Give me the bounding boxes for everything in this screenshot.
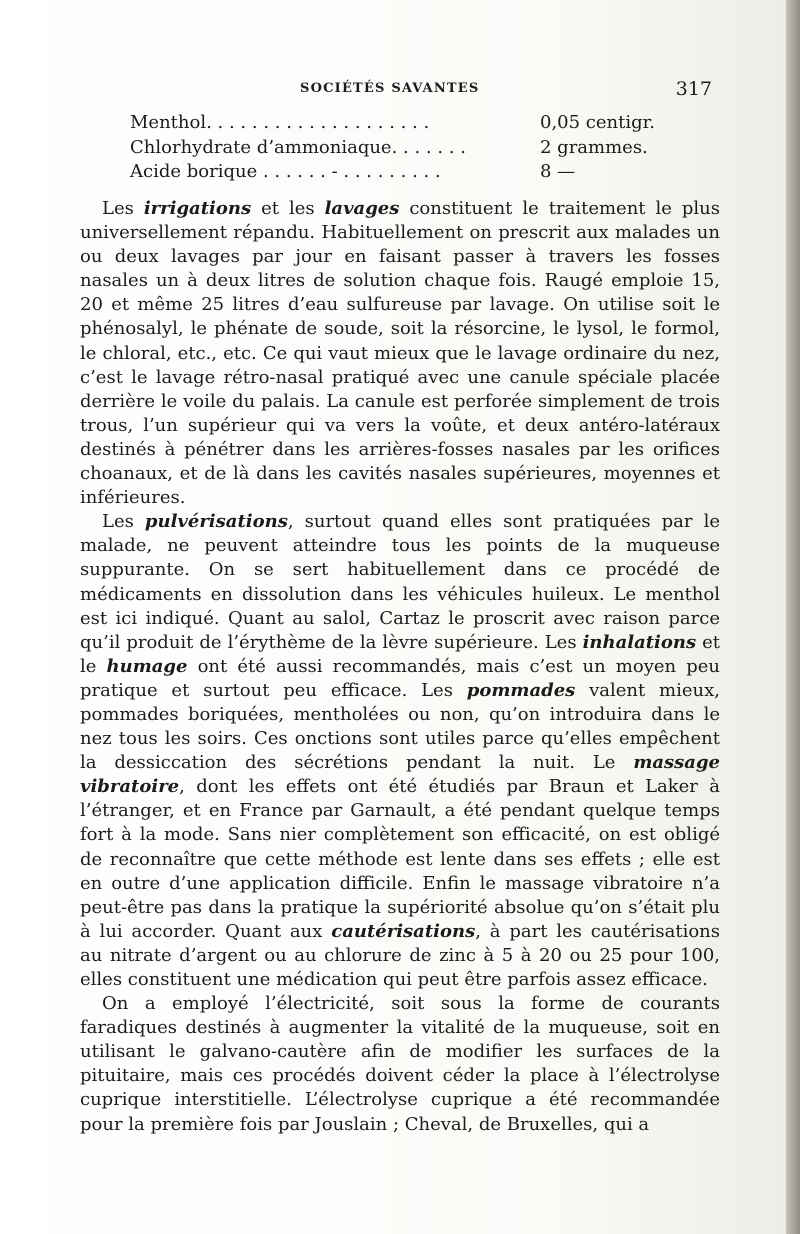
text-run: constituent le traitement le plus universellement répandu. Habituellement on prescrit aux malades un ou deux lavages par jour en faisant passer à travers les fosses nasales un à deux litres de solution chaque fois. Raugé emploie 15, 20 et même 25 litres d’eau sulfureuse par lavage. On utilise soit le phénosalyl, le phénate de soude, soit la résorcine, le lysol, le formol, le chloral, etc., etc. Ce qui vaut mieux que le lavage ordinaire du nez, c’est le lavage rétro-nasal pratiqué avec une canule spéciale placée derrière le voile du palais. La canule est perforée simplement de trois trous, l’un supérieur qui va vers la voûte, et deux antéro-latéraux destinés à pénétrer dans les arrières-fosses nasales par les orifices choanaux, et de là dans les cavités nasales supérieures, moyennes et inférieures. — [80, 198, 720, 509]
italic-term: inhalations — [582, 631, 697, 653]
text-run: Les — [102, 198, 144, 219]
formula-row — [130, 112, 670, 137]
italic-term: irrigations — [143, 198, 252, 219]
body-text — [80, 197, 720, 1137]
italic-term: cautérisations — [331, 920, 476, 942]
ingredient-name: Acide borique . . . . . . - . . . . . . . . . — [130, 161, 441, 182]
italic-term: pommades — [466, 679, 576, 701]
text-run: Les — [102, 511, 145, 533]
ingredient-name: Menthol. . . . . . . . . . . . . . . . . . . . — [130, 112, 430, 133]
ingredient-amount: 0,05 centigr. — [540, 112, 655, 133]
paragraph — [80, 510, 720, 992]
paragraph — [80, 197, 720, 510]
page-number: 317 — [675, 78, 712, 100]
italic-term: massage vibratoire — [80, 752, 720, 798]
italic-term: humage — [106, 655, 188, 677]
paragraph — [80, 992, 720, 1137]
italic-term: pulvérisations — [144, 511, 288, 533]
text-run: ont été aussi recommandés, mais c’est un moyen peu pratique et surtout peu efficace. Les — [80, 655, 720, 701]
page-header — [80, 78, 712, 102]
text-run: On a employé l’électricité, soit sous la forme de courants faradiques destinés à augmenter la vitalité de la muqueuse, soit en utilisant le galvano-cautère afin de modifier les surfaces de la pituitaire, mais ces procédés doivent céder la place à l’électrolyse cuprique interstitielle. L’électrolyse cuprique a été recommandée pour la première fois par Jouslain ; Cheval, de Bruxelles, qui a — [80, 993, 720, 1135]
formula-row — [130, 137, 670, 162]
text-run: et les — [251, 198, 325, 219]
ingredient-amount: 2 grammes. — [540, 136, 648, 158]
text-run: , dont les effets ont été étudiés par Braun et Laker à l’étranger, et en France par Garnault, a été pendant quelque temps fort à la mode. Sans nier complètement son efficacité, on est obligé de reconnaître que cette méthode est lente dans ses effets ; elle est en outre d’une application difficile. Enfin le massage vibratoire n’a peut-être pas dans la pratique la supériorité absolue qu’on s’était plu à lui accorder. Quant aux — [80, 776, 720, 942]
running-head: SOCIÉTÉS SAVANTES — [300, 81, 480, 96]
text-run: , à part les cautérisations au nitrate d’argent ou au chlorure de zinc à 5 à 20 ou 25 pour 100, elles constituent une médication qui peut être parfois assez efficace. — [80, 920, 721, 990]
text-run: valent mieux, pommades boriquées, mentholées ou non, qu’on introduira dans le nez tous les soirs. Ces onctions sont utiles parce qu’elles empêchent la dessiccation des sécrétions pendant la nuit. Le — [80, 679, 720, 774]
ingredient-name: Chlorhydrate d’ammoniaque. . . . . . . — [130, 136, 466, 158]
italic-term: lavages — [324, 198, 400, 219]
page-edge-shadow — [786, 0, 800, 1234]
text-run: et le — [80, 631, 721, 677]
ingredient-amount: 8 — — [540, 161, 576, 182]
formula-list — [130, 112, 670, 186]
text-run: , surtout quand elles sont pratiquées par le malade, ne peuvent atteindre tous les points de la muqueuse suppurante. On se sert habituellement dans ce procédé de médicaments en dissolution dans les véhicules huileux. Le menthol est ici indiqué. Quant au salol, Cartaz le proscrit avec raison parce qu’il produit de l’érythème de la lèvre supérieure. Les — [80, 511, 720, 653]
formula-row — [130, 161, 670, 186]
